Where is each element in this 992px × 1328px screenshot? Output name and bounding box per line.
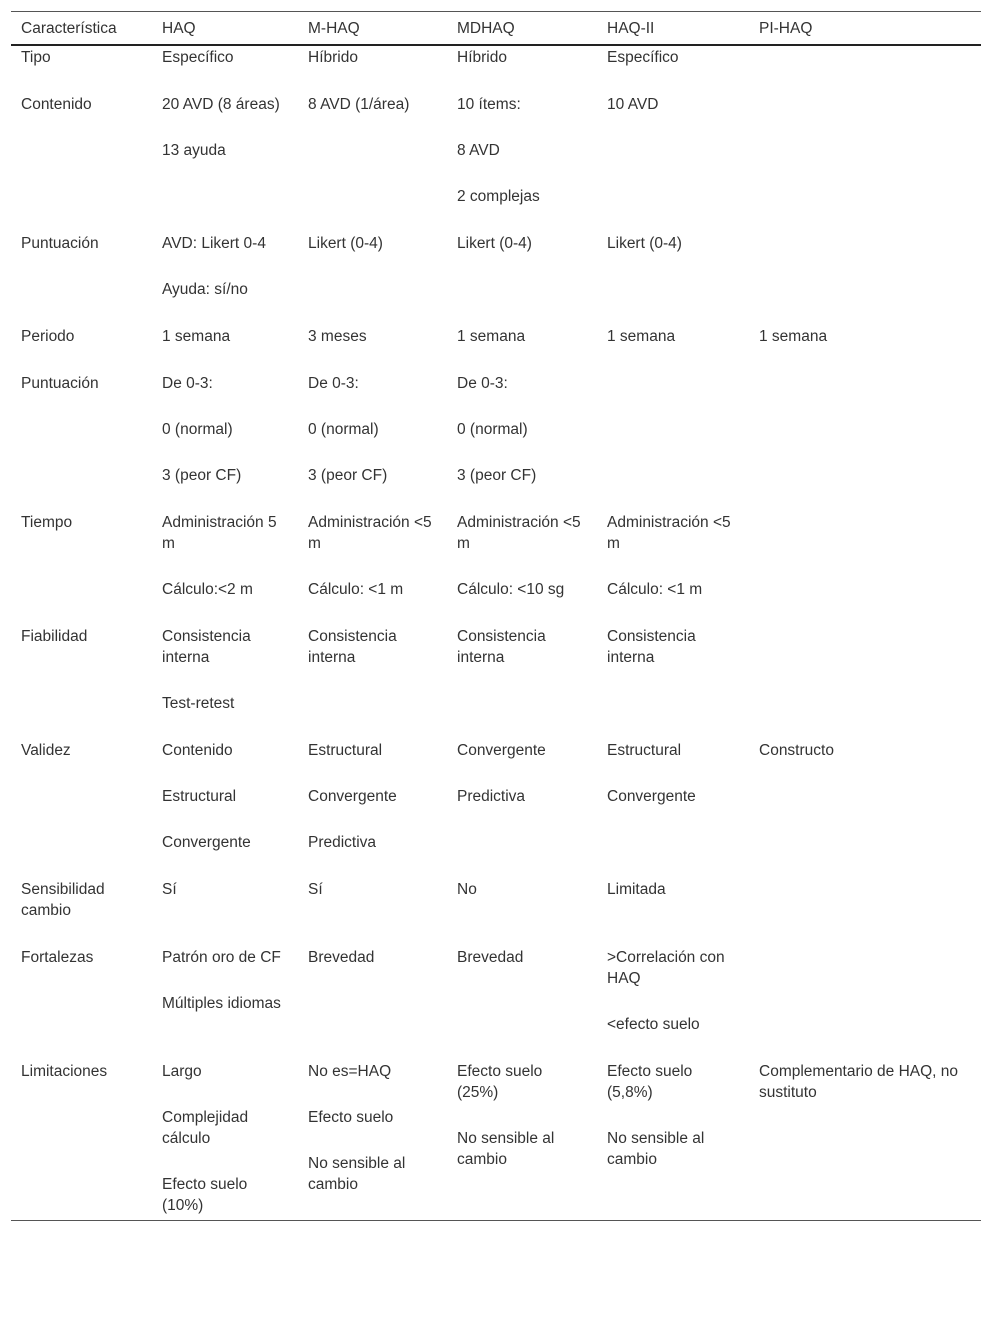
table-cell [298,232,447,325]
table-cell [447,946,597,1060]
cell-line: Consistencia interna [457,628,546,666]
header-pi-haq: PI-HAQ [749,12,981,46]
cell-line: Estructural [607,742,682,759]
table-cell [298,625,447,739]
cell-line: 0 (normal) [308,421,379,438]
cell-line: Múltiples idiomas [162,995,281,1012]
table-cell [152,45,298,93]
table-cell [447,1060,597,1221]
cell-line: Estructural [162,788,237,805]
row-label [11,1060,152,1221]
table-cell [597,93,749,232]
table-cell [447,232,597,325]
table-row [11,511,981,625]
cell-line: No sensible al cambio [607,1130,705,1168]
cell-line: Cálculo: <1 m [308,581,404,598]
table-cell [152,1060,298,1221]
table-cell [749,232,981,325]
table-cell [447,45,597,93]
cell-line: Cálculo: <1 m [607,581,703,598]
cell-line: Cálculo:<2 m [162,581,253,598]
cell-line: 13 ayuda [162,142,226,159]
cell-line: Híbrido [457,49,507,66]
row-label-text: Contenido [21,96,92,113]
row-label [11,739,152,878]
header-haq-ii: HAQ-II [597,12,749,46]
row-label-text: Validez [21,742,71,759]
cell-line: 3 meses [308,328,367,345]
cell-line: Test-retest [162,695,235,712]
row-label [11,93,152,232]
cell-line: De 0-3: [308,375,359,392]
table-cell [152,625,298,739]
row-label-text: Puntuación [21,375,99,392]
cell-line: De 0-3: [457,375,508,392]
cell-line: Sí [308,881,323,898]
table-body [11,45,981,1221]
cell-line: Efecto suelo [308,1109,394,1126]
table-cell [152,511,298,625]
table-cell [447,878,597,946]
table-cell [152,93,298,232]
table-cell [298,946,447,1060]
table-cell [597,511,749,625]
cell-line: AVD: Likert 0-4 [162,235,266,252]
cell-line: Brevedad [457,949,524,966]
cell-line: Administración <5 m [308,514,432,552]
cell-line: 10 ítems: [457,96,521,113]
cell-line: Consistencia interna [308,628,397,666]
row-label-text: Puntuación [21,235,99,252]
row-label-text: Periodo [21,328,75,345]
table-row [11,878,981,946]
cell-line: Consistencia interna [607,628,696,666]
cell-line: Convergente [457,742,546,759]
cell-line: Patrón oro de CF [162,949,281,966]
cell-line: >Correlación con HAQ [607,949,725,987]
cell-line: Predictiva [308,834,377,851]
table-cell [749,878,981,946]
header-caracteristica: Característica [11,12,152,46]
cell-line: Administración <5 m [457,514,581,552]
cell-line: Efecto suelo (25%) [457,1063,543,1101]
table-row [11,1060,981,1221]
table-cell [298,511,447,625]
cell-line: Complejidad cálculo [162,1109,249,1147]
cell-line: Ayuda: sí/no [162,281,248,298]
row-label [11,325,152,372]
cell-line: Específico [162,49,234,66]
table-cell [749,511,981,625]
row-label-text: Limitaciones [21,1063,108,1080]
cell-line: No sensible al cambio [308,1155,406,1193]
row-label [11,946,152,1060]
row-label [11,372,152,511]
cell-line: 8 AVD [457,142,500,159]
table-cell [152,372,298,511]
table-cell [298,1060,447,1221]
table-cell [749,372,981,511]
table-row [11,625,981,739]
cell-line: 2 complejas [457,188,540,205]
cell-line: 0 (normal) [457,421,528,438]
cell-line: Efecto suelo (10%) [162,1176,248,1214]
cell-line: Cálculo: <10 sg [457,581,565,598]
table-cell [597,1060,749,1221]
cell-line: 1 semana [457,328,526,345]
row-label [11,232,152,325]
table-cell [298,93,447,232]
table-cell [597,946,749,1060]
cell-line: No sensible al cambio [457,1130,555,1168]
table-cell [447,511,597,625]
table-cell [298,372,447,511]
row-label [11,878,152,946]
comparison-table [11,11,981,1221]
table-cell [447,325,597,372]
table-cell [447,625,597,739]
table-cell [597,739,749,878]
cell-line: Constructo [759,742,834,759]
table-cell [597,45,749,93]
table-cell [597,625,749,739]
table-cell [597,232,749,325]
row-label [11,625,152,739]
cell-line: 3 (peor CF) [457,467,537,484]
cell-line: Contenido [162,742,233,759]
table-cell [152,325,298,372]
row-label [11,45,152,93]
cell-line: Limitada [607,881,666,898]
cell-line: Administración 5 m [162,514,277,552]
cell-line: 1 semana [759,328,828,345]
comparison-table-container [11,11,981,1221]
table-cell [749,325,981,372]
table-cell [597,878,749,946]
table-cell [447,739,597,878]
cell-line: 0 (normal) [162,421,233,438]
cell-line: Híbrido [308,49,358,66]
cell-line: Consistencia interna [162,628,251,666]
row-label-text: Fortalezas [21,949,94,966]
table-cell [597,372,749,511]
table-cell [749,45,981,93]
table-row [11,232,981,325]
table-row [11,739,981,878]
header-mdhaq: MDHAQ [447,12,597,46]
cell-line: Predictiva [457,788,526,805]
cell-line: 20 AVD (8 áreas) [162,96,280,113]
table-cell [152,946,298,1060]
cell-line: Likert (0-4) [457,235,532,252]
cell-line: Likert (0-4) [308,235,383,252]
header-m-haq: M-HAQ [298,12,447,46]
cell-line: Convergente [607,788,696,805]
cell-line: Convergente [162,834,251,851]
cell-line: 3 (peor CF) [308,467,388,484]
table-cell [298,325,447,372]
row-label-text: Tipo [21,49,51,66]
cell-line: Largo [162,1063,202,1080]
row-label-text: Sensibilidad cambio [21,881,105,919]
cell-line: De 0-3: [162,375,213,392]
row-label [11,511,152,625]
header-row [11,12,981,46]
table-cell [447,372,597,511]
table-cell [152,878,298,946]
cell-line: Estructural [308,742,383,759]
row-label-text: Fiabilidad [21,628,88,645]
table-cell [298,739,447,878]
table-cell [749,739,981,878]
table-cell [749,93,981,232]
table-cell [298,878,447,946]
table-cell [749,946,981,1060]
cell-line: Brevedad [308,949,375,966]
cell-line: Sí [162,881,177,898]
cell-line: Efecto suelo (5,8%) [607,1063,693,1101]
table-cell [597,325,749,372]
cell-line: No [457,881,477,898]
row-label-text: Tiempo [21,514,73,531]
cell-line: 1 semana [607,328,676,345]
table-cell [152,232,298,325]
cell-line: Específico [607,49,679,66]
cell-line: 10 AVD [607,96,659,113]
cell-line: Likert (0-4) [607,235,682,252]
table-row [11,45,981,93]
table-cell [152,739,298,878]
table-row [11,946,981,1060]
cell-line: Complementario de HAQ, no sustituto [759,1063,959,1101]
cell-line: No es=HAQ [308,1063,392,1080]
table-cell [447,93,597,232]
table-cell [749,1060,981,1221]
table-cell [749,625,981,739]
cell-line: Convergente [308,788,397,805]
table-row [11,325,981,372]
cell-line: Administración <5 m [607,514,731,552]
header-haq: HAQ [152,12,298,46]
table-cell [298,45,447,93]
cell-line: 1 semana [162,328,231,345]
cell-line: 8 AVD (1/área) [308,96,410,113]
table-row [11,372,981,511]
cell-line: <efecto suelo [607,1016,700,1033]
table-header [11,12,981,46]
cell-line: 3 (peor CF) [162,467,242,484]
table-row [11,93,981,232]
